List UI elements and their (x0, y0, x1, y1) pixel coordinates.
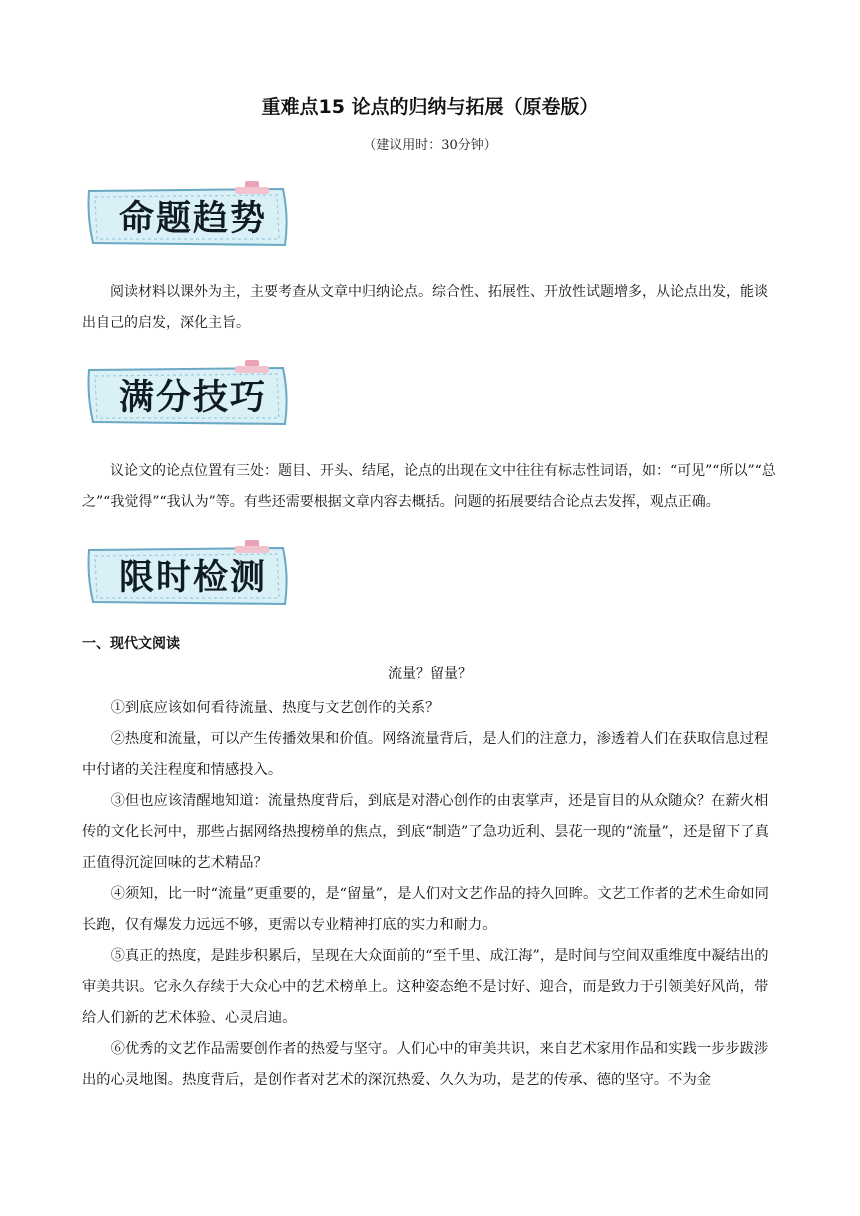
article-paragraph: ③但也应该清醒地知道：流量热度背后，到底是对潜心创作的由衷掌声，还是盲目的从众随众？在薪火相传的文化长河中，那些占据网络热搜榜单的焦点，到底“制造”了急功近利、昙花一现的“流量”，还是留下了真正值得沉淀回味的艺术精品？ (82, 793, 769, 871)
page-subtitle: （建议用时：30分钟） (363, 138, 497, 153)
section-heading: 一、现代文阅读 (82, 636, 180, 652)
banner-trend-label: 命题趋势 (118, 199, 267, 239)
banner-test-label: 限时检测 (118, 558, 267, 598)
banner-trend (85, 181, 291, 249)
article-body (82, 693, 780, 1096)
article-paragraph: ⑥优秀的文艺作品需要创作者的热爱与坚守。人们心中的审美共识，来自艺术家用作品和实践一步步跋涉出的心灵地图。热度背后，是创作者对艺术的深沉热爱、久久为功，是艺的传承、德的坚守。不为金 (82, 1041, 769, 1088)
article-title: 流量？留量？ (388, 666, 472, 682)
page-title: 重难点15 论点的归纳与拓展（原卷版） (261, 96, 599, 118)
banner-tips-label: 满分技巧 (118, 378, 267, 418)
banner-test (85, 540, 291, 608)
tips-paragraph: 议论文的论点位置有三处：题目、开头、结尾，论点的出现在文中往往有标志性词语，如：“可见”“所以”“总之”“我觉得”“我认为”等。有些还需要根据文章内容去概括。问题的拓展要结合论点去发挥，观点正确。 (82, 463, 776, 510)
banner-tips (85, 360, 291, 428)
article-paragraph: ⑤真正的热度，是跬步积累后，呈现在大众面前的“至千里、成江海”，是时间与空间双重维度中凝结出的审美共识。它永久存续于大众心中的艺术榜单上。这种姿态绝不是讨好、迎合，而是致力于引领美好风尚，带给人们新的艺术体验、心灵启迪。 (82, 948, 769, 1026)
article-paragraph: ①到底应该如何看待流量、热度与文艺创作的关系？ (110, 700, 440, 716)
article-paragraph: ②热度和流量，可以产生传播效果和价值。网络流量背后，是人们的注意力，渗透着人们在获取信息过程中付诸的关注程度和情感投入。 (82, 731, 769, 778)
article-paragraph: ④须知，比一时“流量”更重要的，是“留量”，是人们对文艺作品的持久回眸。文艺工作者的艺术生命如同长跑，仅有爆发力远远不够，更需以专业精神打底的实力和耐力。 (82, 886, 769, 933)
trend-paragraph: 阅读材料以课外为主，主要考查从文章中归纳论点。综合性、拓展性、开放性试题增多，从论点出发，能谈出自己的启发，深化主旨。 (82, 284, 768, 331)
